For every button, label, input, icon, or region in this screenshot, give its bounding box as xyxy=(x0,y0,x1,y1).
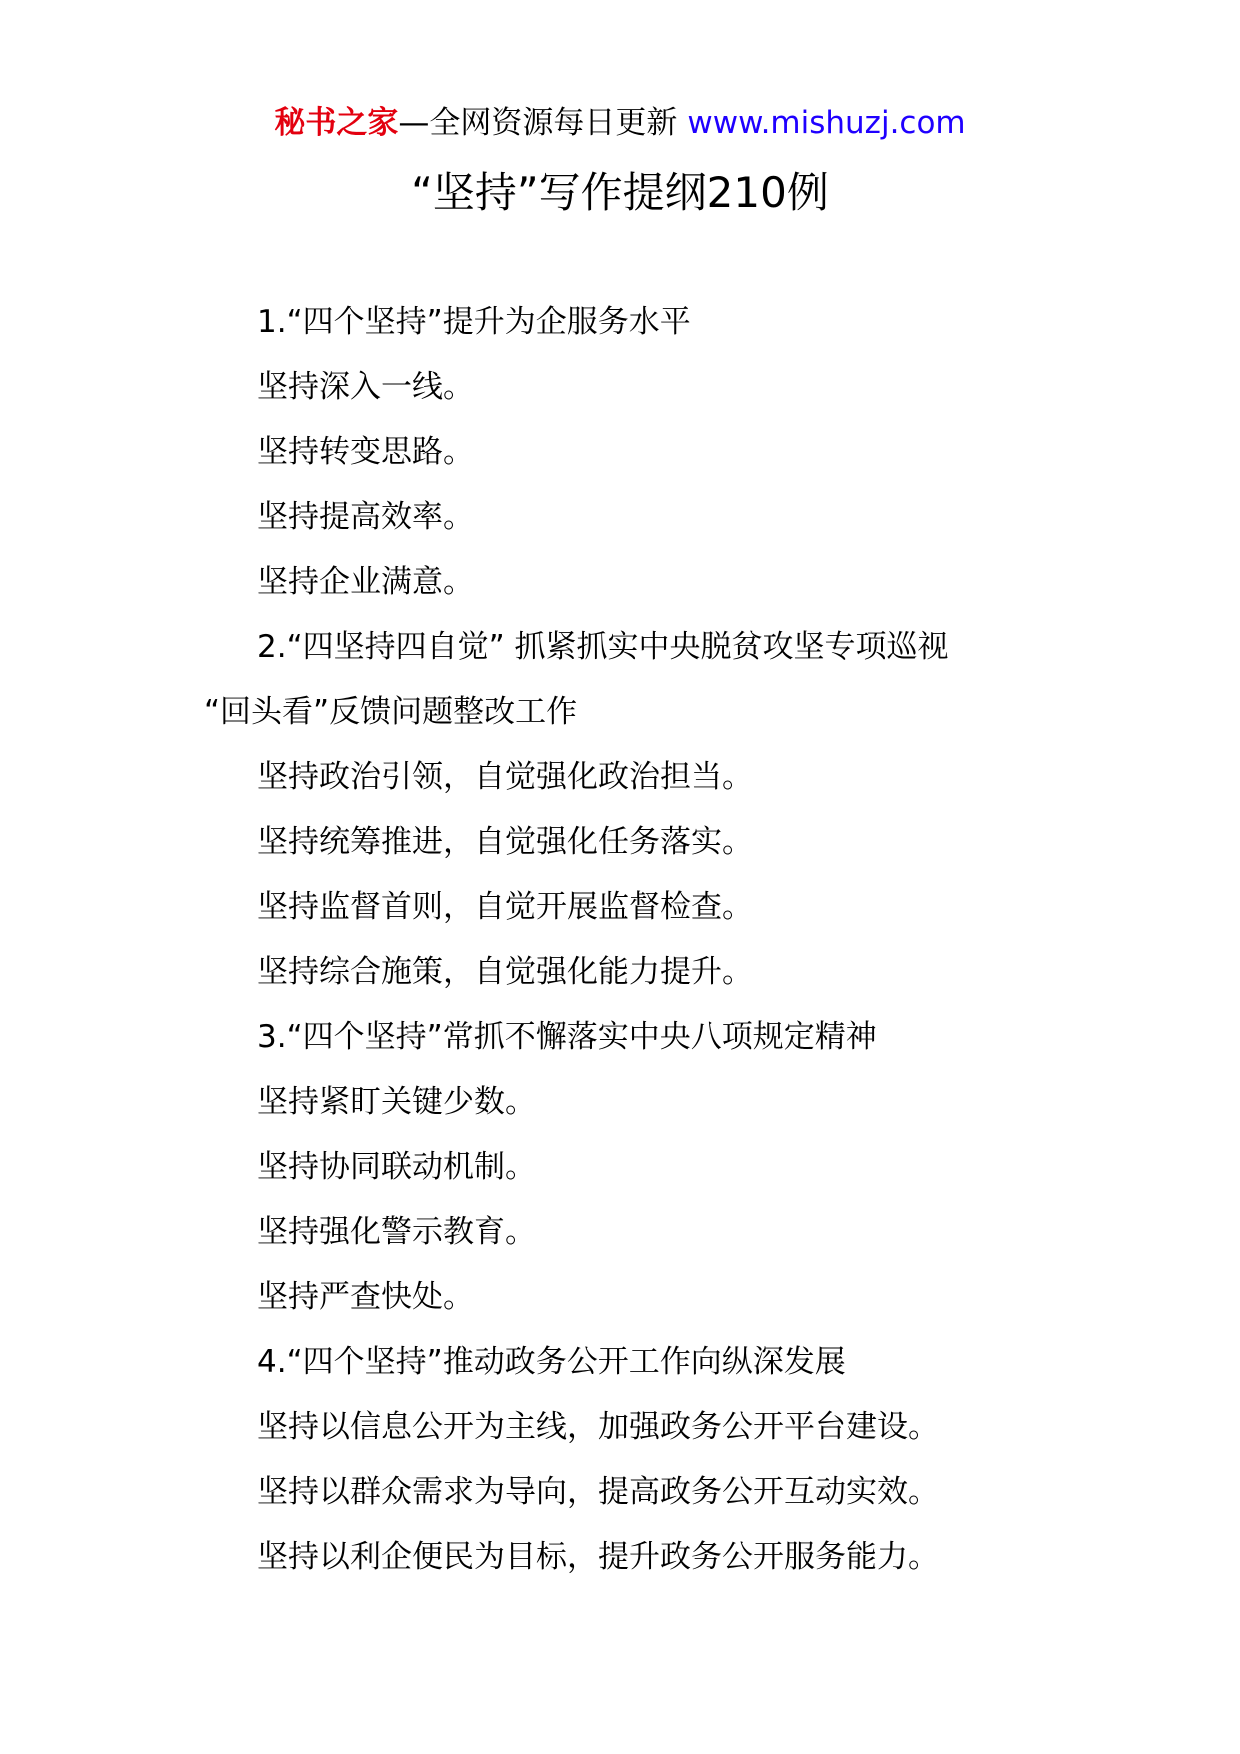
section-heading: 2.“四坚持四自觉” 抓紧抓实中央脱贫攻坚专项巡视 xyxy=(257,629,949,665)
outline-item: 坚持以信息公开为主线，加强政务公开平台建设。 xyxy=(257,1409,939,1445)
outline-item: 坚持统筹推进，自觉强化任务落实。 xyxy=(257,824,753,860)
outline-item: 坚持协同联动机制。 xyxy=(257,1149,536,1185)
outline-item: 坚持以利企便民为目标，提升政务公开服务能力。 xyxy=(257,1539,939,1575)
header-banner xyxy=(0,101,1240,145)
outline-item: 坚持综合施策，自觉强化能力提升。 xyxy=(257,954,753,990)
outline-item: 坚持紧盯关键少数。 xyxy=(257,1084,536,1120)
section-heading: 3.“四个坚持”常抓不懈落实中央八项规定精神 xyxy=(257,1019,877,1055)
outline-item: 坚持提高效率。 xyxy=(257,499,474,535)
section-heading: 4.“四个坚持”推动政务公开工作向纵深发展 xyxy=(257,1344,846,1380)
outline-item: 坚持监督首则，自觉开展监督检查。 xyxy=(257,889,753,925)
section-heading: 1.“四个坚持”提升为企服务水平 xyxy=(257,304,691,340)
document-body xyxy=(204,290,1064,1590)
outline-item: 坚持严查快处。 xyxy=(257,1279,474,1315)
outline-item: 坚持政治引领，自觉强化政治担当。 xyxy=(257,759,753,795)
site-url-link[interactable]: www.mishuzj.com xyxy=(687,105,966,141)
outline-item: 坚持深入一线。 xyxy=(257,369,474,405)
outline-item: 坚持转变思路。 xyxy=(257,434,474,470)
document-title: “坚持”写作提纲210例 xyxy=(411,168,829,217)
outline-item: 坚持企业满意。 xyxy=(257,564,474,600)
outline-item: 坚持以群众需求为导向，提高政务公开互动实效。 xyxy=(257,1474,939,1510)
brand-name: 秘书之家 xyxy=(274,105,399,141)
section-heading-continued: “回头看”反馈问题整改工作 xyxy=(204,694,578,730)
tagline: —全网资源每日更新 xyxy=(398,105,678,141)
outline-item: 坚持强化警示教育。 xyxy=(257,1214,536,1250)
